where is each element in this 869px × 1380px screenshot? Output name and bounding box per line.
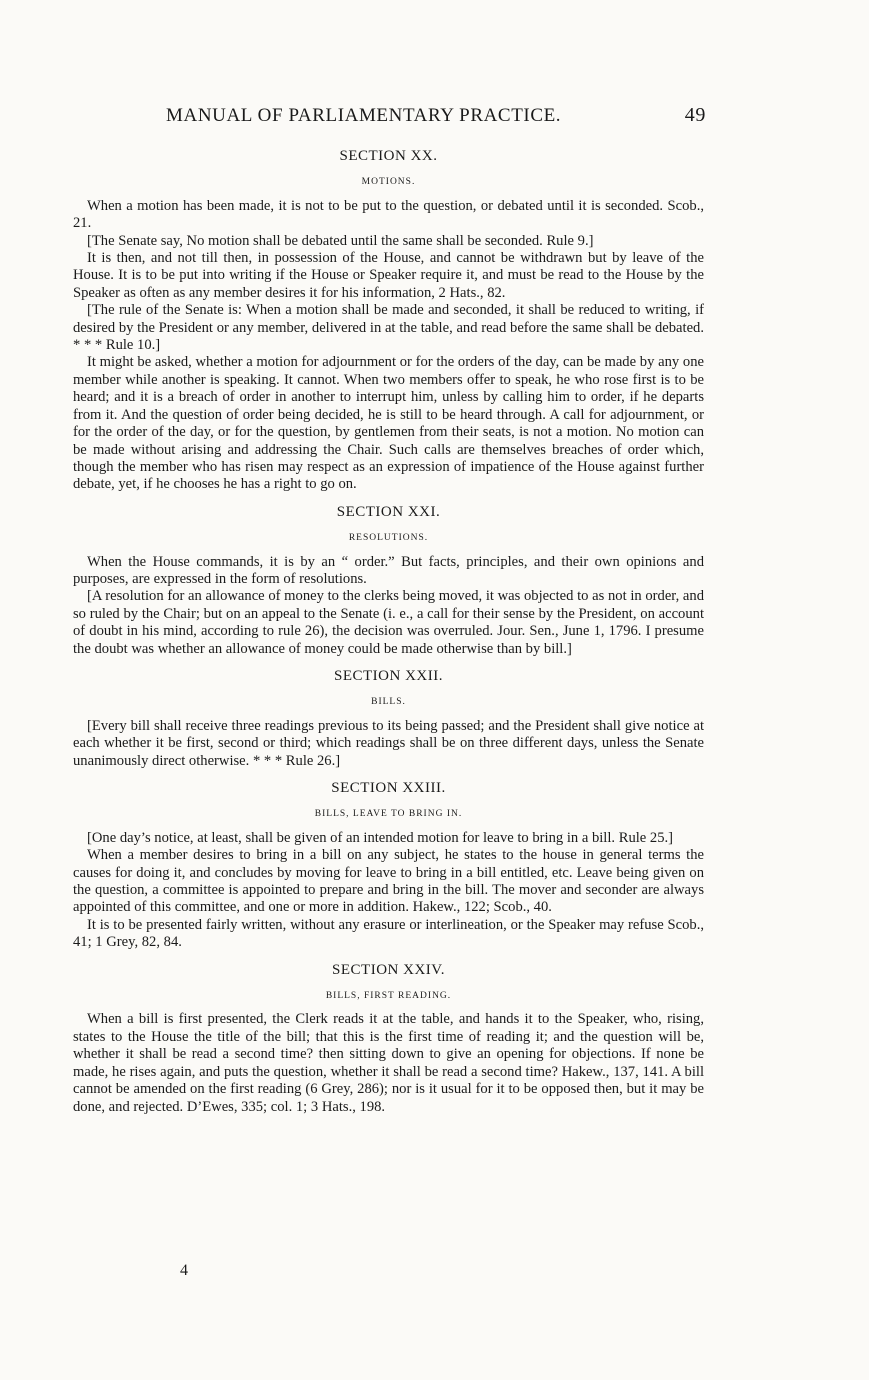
paragraph: When the House commands, it is by an “ order.” But facts, principles, and their own opinions and purposes, are expressed in the form of resolutions. <box>73 553 704 587</box>
section-heading: SECTION XXI. <box>336 503 441 520</box>
section <box>73 504 704 658</box>
paragraph: [One day’s notice, at least, shall be given of an intended motion for leave to bring in a bill. Rule 25.] <box>87 829 674 846</box>
section-heading: SECTION XXIII. <box>331 780 446 796</box>
section <box>73 668 704 770</box>
paragraph: When a motion has been made, it is not to be put to the question, or debated until it is seconded. Scob., 21. <box>73 197 704 232</box>
section-heading: SECTION XXII. <box>334 667 443 684</box>
section-subheading: BILLS. <box>371 697 406 708</box>
page-number: 49 <box>684 104 706 126</box>
paragraph: [Every bill shall receive three readings previous to its being passed; and the President shall give notice at each whether it be first, second or third; which readings shall be on three different days, unless the Senate unanimously direct otherwise. * * * Rule 26.] <box>73 717 704 769</box>
paragraph: [The rule of the Senate is: When a motion shall be made and seconded, it shall be reduced to writing, if desired by the President or any member, delivered in at the table, and read before the same shall be debated. * * * Rule 10.] <box>73 302 704 354</box>
paragraph: [The Senate say, No motion shall be debated until the same shall be seconded. Rule 9.] <box>87 232 594 249</box>
section-subheading: RESOLUTIONS. <box>348 533 429 544</box>
running-head <box>166 104 706 127</box>
section <box>73 962 704 1116</box>
paragraph: It is to be presented fairly written, without any erasure or interlineation, or the Speaker may refuse Scob., 41; 1 Grey, 82, 84. <box>73 916 704 951</box>
section-heading: SECTION XX. <box>339 148 438 164</box>
paragraph: When a member desires to bring in a bill on any subject, he states to the house in general terms the causes for doing it, and concludes by moving for leave to bring in a bill entitled, etc. Leave being given on the question, a committee is appointed to prepare and bring in the bill. The mover and seconder are always appointed of this committee, and one or more in addition. Hakew., 122; Scob., 40. <box>73 847 704 916</box>
section <box>73 148 704 494</box>
signature-mark: 4 <box>180 1262 188 1279</box>
section-subheading: BILLS, FIRST READING. <box>325 991 452 1002</box>
paragraph: When a bill is first presented, the Clerk reads it at the table, and hands it to the Speaker, who, rising, states to the House the title of the bill; that this is the first time of reading it; and the question will be, whether it shall be read a second time? then sitting down to give an opening for objections. If none be made, he rises again, and puts the question, whether it shall be read a second time? Hakew., 137, 141. A bill cannot be amended on the first reading (6 Grey, 286); nor is it usual for it to be opposed then, but it may be done, and rejected. D’Ewes, 335; col. 1; 3 Hats., 198. <box>73 1011 704 1115</box>
section-subheading: BILLS, LEAVE TO BRING IN. <box>314 809 463 820</box>
section-subheading: MOTIONS. <box>361 177 416 188</box>
section-heading: SECTION XXIV. <box>332 961 445 978</box>
paragraph: [A resolution for an allowance of money to the clerks being moved, it was objected to as not in order, and so ruled by the Chair; but on an appeal to the Senate (i. e., a call for their sense by the President, on account of doubt in his mind, according to rule 26), the decision was overruled. Jour. Sen., June 1, 1796. I presume the doubt was whether an allowance of money could be made otherwise than by bill.] <box>73 588 704 657</box>
page-body <box>73 148 704 1116</box>
paragraph: It is then, and not till then, in possession of the House, and cannot be withdrawn but by leave of the House. It is to be put into writing if the House or Speaker require it, and must be read to the House by the Speaker as often as any member desires it for his information, 2 Hats., 82. <box>73 250 704 301</box>
paragraph: It might be asked, whether a motion for adjournment or for the orders of the day, can be made by any one member while another is speaking. It cannot. When two members offer to speak, he who rose first is to be heard; and it is a breach of order in another to interrupt him, unless by calling him to order, if he departs from it. And the question of order being decided, he is still to be heard through. A call for adjournment, or for the order of the day, or for the question, by gentlemen from their seats, is not a motion. No motion can be made without arising and addressing the Chair. Such calls are themselves breaches of order which, though the member who has risen may respect as an expression of impatience of the House against further debate, yet, if he chooses he has a right to go on. <box>73 354 704 493</box>
running-title: MANUAL OF PARLIAMENTARY PRACTICE. <box>166 105 562 126</box>
section <box>73 780 704 952</box>
